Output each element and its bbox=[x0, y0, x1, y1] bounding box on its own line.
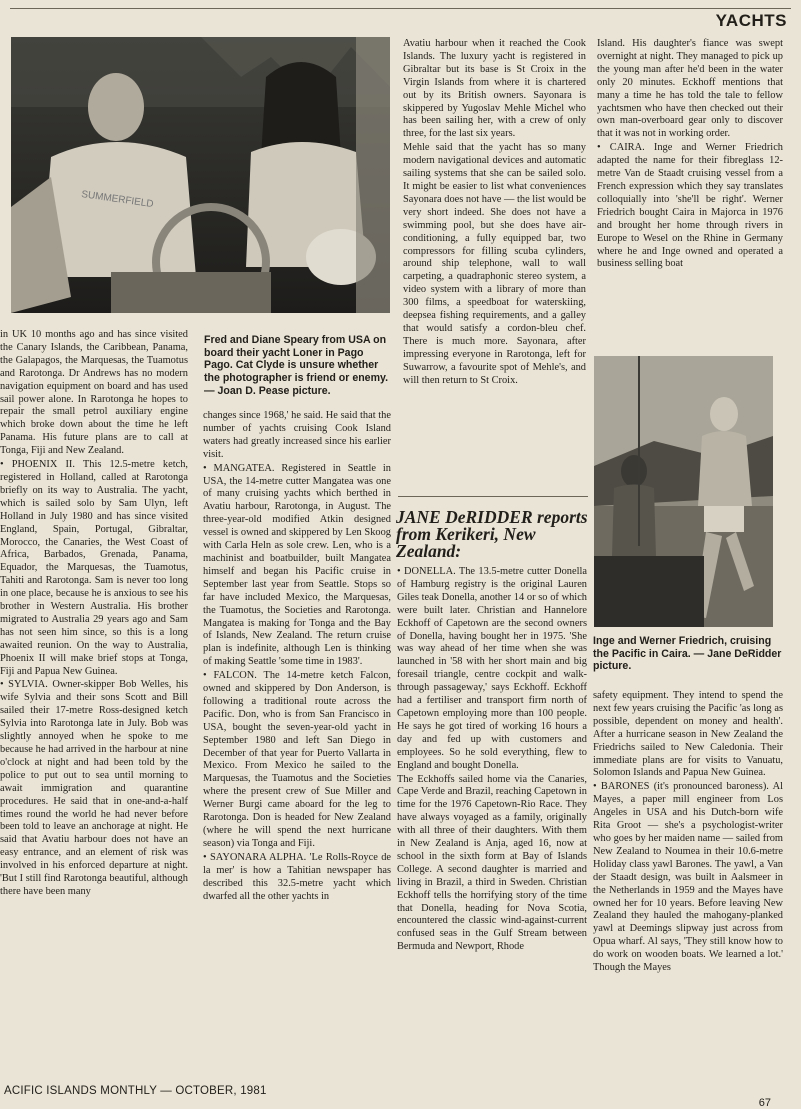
section-title: YACHTS bbox=[715, 11, 787, 30]
paragraph: • SYLVIA. Owner-skipper Bob Welles, his wife Sylvia and their sons Scott and Bill sailed their 17-metre Ross-designed ketch Sylvia into Rarotonga late in July. Bob was slightly annoyed when he spoke to me because he had arrived in the harbour at nine o'clock at night and had been told by the police to put out to sea until morning to await immigration and quarantine procedures. He said that in one-and-a-half times round the world he had never before been told to leave an anchorage at night. He said that Avatiu harbour does not have an easy entrance, and an element of risk was involved in his enforced departure at night. 'But I still find Rarotonga beautiful, although there have been many bbox=[0, 679, 188, 897]
section-divider bbox=[398, 496, 588, 497]
paragraph: • SAYONARA ALPHA. 'Le Rolls-Royce de la mer' is how a Tahitian newspaper has described this 32.5-metre yacht which dwarfed all the other yachts in bbox=[203, 851, 391, 902]
article-column-2 bbox=[203, 410, 391, 1074]
page-number: 67 bbox=[758, 1097, 771, 1109]
article-column-4-top bbox=[597, 38, 783, 340]
svg-text:SUMMERFIELD: SUMMERFIELD bbox=[80, 189, 155, 211]
friedrich-photo-image bbox=[594, 356, 773, 627]
article-column-3-bottom bbox=[397, 566, 587, 1074]
paragraph: safety equipment. They intend to spend the next few years cruising the Pacific 'as long as possible, dependent on money and health'. After a hurricane season in New Zealand the Friedrichs sailed to New Caledonia. Their immediate plans are for visits to Vanuatu, Solomon Islands and Papua New Guinea. bbox=[593, 690, 783, 779]
paragraph: The Eckhoffs sailed home via the Canaries, Cape Verde and Brazil, reaching Capetown in time for the 1976 Capetown-Rio Race. They have always voyaged as a family, originally with all three of their daughters. With them in New Zealand is Anja, aged 16, now at school in the sixth form at Bay of Islands College. A second daughter is married and living in Brazil, a third in Sweden. Christian Eckhoff tells the horrifying story of the time that Donella, heading for Nova Scotia, encountered the classic wind-against-current confused seas in the Gulf Stream between Bermuda and Newport, Rhode bbox=[397, 773, 587, 953]
paragraph: • MANGATEA. Registered in Seattle in USA, the 14-metre cutter Mangatea was one of many cruising yachts which berthed in Avatiu harbour, Rarotonga, in August. The three-year-old modified Atkin designed vessel is owned and skippered by Len Skoog with Carla Heln as sole crew. Len, who is a machinist and boatbuilder, built Mangatea himself and began his Pacific cruise in September last year from Seattle. Stops so far have included Mexico, the Marquesas, the Tuamotus, the Societies and Rarotonga. Mangatea is making for Tonga and the Bay of Islands, New Zealand. The return cruise plan is indefinite, although Len is thinking of making Seattle 'some time in 1983'. bbox=[203, 462, 391, 668]
article-column-1 bbox=[0, 329, 188, 1073]
paragraph: in UK 10 months ago and has since visited the Canary Islands, the Caribbean, Panama, the Galapagos, the Marquesas, the Tuamotus and Rarotonga. Dr Andrews has no modern navigation equipment on board and has used sail power alone. In Rarotonga he hopes to repair the small petrol auxiliary engine which broke down about the time he left Panama. His future plans are to call at Tonga, Fiji and New Zealand. bbox=[0, 329, 188, 457]
top-rule bbox=[10, 8, 791, 9]
speary-photo-caption: Fred and Diane Speary from USA on board their yacht Loner in Pago Pago. Cat Clyde is unsure whether the photographer is friend or enemy. — Joan D. Pease picture. bbox=[204, 334, 389, 397]
article-column-3-top bbox=[403, 38, 586, 481]
paragraph: • FALCON. The 14-metre ketch Falcon, owned and skippered by Don Anderson, is following a traditional route across the Pacific. Don, who is from San Francisco in USA, bought the seven-year-old yacht in September 1980 and left San Diego in December of that year for Puerto Vallarta in Mexico. From Mexico he sailed to the Marquesas, the Tuamotus and the Societies where the present crew of Sue Miller and Werner Burgi came aboard for the leg to Rarotonga. Don is headed for New Zealand (where he will spend the next hurricane season) via Tonga and Fiji. bbox=[203, 670, 391, 849]
speary-photo-image bbox=[11, 37, 390, 313]
paragraph: • DONELLA. The 13.5-metre cutter Donella of Hamburg registry is the original Lauren Giles teak Donella, another 14 or so of which were built later. Christian and Hannelore Eckhoff of Capetown are the second owners of Donella, having bought her in 1975. 'She was way ahead of her time when she was launched in '58 with her short main and big foresail triangle, centre cockpit and walk-through passageway,' says Eckhoff. Eckhoff had a fertiliser and transport firm north of Capetown employing more than 100 people. He says he got tired of working 16 hours a day and fed up with customers and employees. So he sold everything, flew to England and bought Donella. bbox=[397, 566, 587, 771]
paragraph: • PHOENIX II. This 12.5-metre ketch, registered in Holland, called at Rarotonga briefly on its way to Australia. The yacht, which is sailed solo by Sam Ulyn, left Holland in July 1980 and has since visited England, Spain, Portugal, Gibraltar, Morocco, the Canaries, the West Coast of Africa, Barbados, Grenada, Panama, Equador, the Marquesas, the Tuamotus, Tahiti and Rarotonga. Sam is never too long in one place, because he is anxious to see his brother in Western Australia. His brother migrated to Australia 29 years ago and Sam has not seen him since, so this is a long awaited reunion. On the way to Australia, Phoenix II will make brief stops at Tonga, Fiji and Papua New Guinea. bbox=[0, 459, 188, 677]
paragraph: • BARONES (it's pronounced baroness). Al Mayes, a paper mill engineer from Los Angeles in USA and his Dutch-born wife Rita Groot — she's a psychologist-writer who goes by her maiden name — sailed from New Zealand to Noumea in their 10.6-metre Holiday class yawl Barones. The yawl, a Van der Staadt design, was built in Aalsmeer in the Netherlands in 1959 and the Mayes have owned her for 10 years. Before leaving New Zealand they hauled the mahogany-planked yawl at Deemings slipway just across from Opua wharf. Al says, 'They still know how to do work on wooden boats. We learned a lot.' Though the Mayes bbox=[593, 781, 783, 974]
paragraph: Island. His daughter's fiance was swept overnight at night. They managed to pick up the young man after he'd been in the water only 20 minutes. Eckhoff mentions that many a time he has told the tale to fellow yachtsmen who have then checked out their own man-overboard gear only to discover that it was not in working order. bbox=[597, 38, 783, 140]
paragraph: Mehle said that the yacht has so many modern navigational devices and automatic sailing systems that she can be sailed solo. It might be easier to list what conveniences Sayonara does not have — the list would be very short indeed. She does not have a swimming pool, but she does have air-conditioning, a fully equipped bar, two compressors for filling scuba cylinders, around ship telephone, wall to wall carpeting, a quadraphonic stereo system, a video system with a library of more than 300 films, a speedboat for waterskiing, deepsea fishing requirements, and a galley that would satisfy a cordon-bleu chef. There is much more. Sayonara, after impressing everyone in Rarotonga, left for Suwarrow, a favourite spot of Mehle's, and will then return to St Croix. bbox=[403, 142, 586, 386]
paragraph: changes since 1968,' he said. He said that the number of yachts cruising Cook Island waters had greatly increased since his earlier visit. bbox=[203, 410, 391, 460]
speary-photo bbox=[11, 37, 390, 313]
footer-publication: ACIFIC ISLANDS MONTHLY — OCTOBER, 1981 bbox=[4, 1085, 267, 1097]
article-column-4-bottom bbox=[593, 690, 783, 1074]
paragraph: • CAIRA. Inge and Werner Friedrich adapted the name for their fibreglass 12-metre Van de Staadt cruising vessel from a French expression which they say translates colloquially into 'she'll be right'. Werner Friedrich bought Caira in Majorca in 1976 and brought her home through rivers in Europe to Wesel on the Rhine in Germany where he and Inge owned and operated a business selling boat bbox=[597, 142, 783, 270]
section-heading: JANE DeRIDDER reports from Kerikeri, New Zealand: bbox=[396, 507, 588, 561]
friedrich-photo-caption: Inge and Werner Friedrich, cruising the Pacific in Caira. — Jane DeRidder picture. bbox=[593, 635, 782, 673]
friedrich-photo bbox=[594, 356, 773, 627]
paragraph: Avatiu harbour when it reached the Cook Islands. The luxury yacht is registered in Gibraltar but its base is St Croix in the Virgin Islands from where it is chartered out by its British owners. Sayonara is skippered by Yugoslav Mehle Michel who has been sailing her, with a crew of only three, for the last six years. bbox=[403, 38, 586, 140]
